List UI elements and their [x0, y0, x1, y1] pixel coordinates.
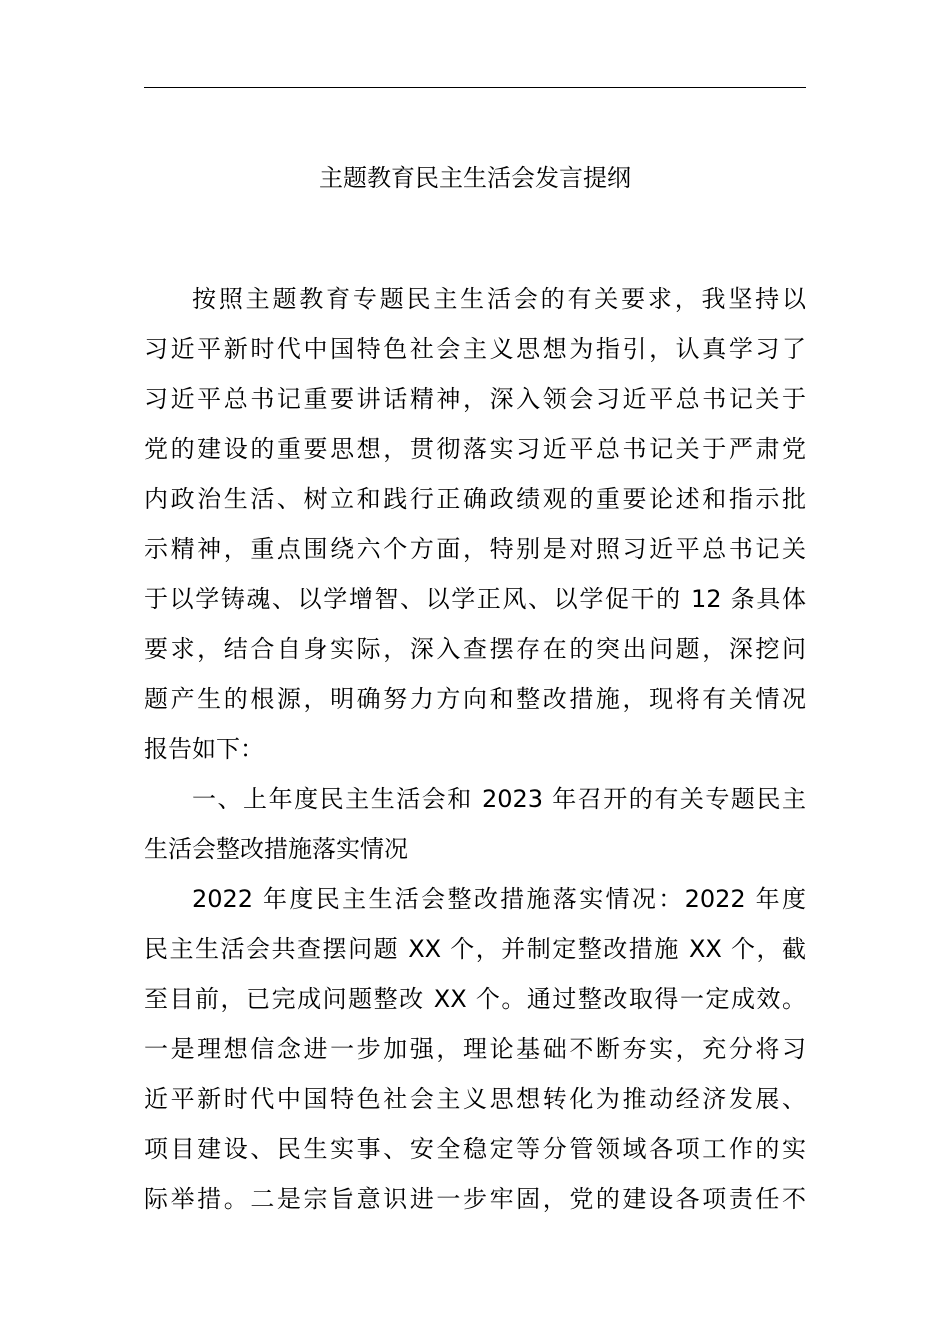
body-line: 按照主题教育专题民主生活会的有关要求，我坚持以 [192, 285, 806, 313]
body-line: 民主生活会共查摆问题 XX 个，并制定整改措施 XX 个，截 [144, 935, 806, 963]
body-line: 一是理想信念进一步加强，理论基础不断夯实，充分将习 [144, 1035, 806, 1063]
body-line: 一、上年度民主生活会和 2023 年召开的有关专题民主 [192, 785, 806, 813]
body-line: 习近平新时代中国特色社会主义思想为指引，认真学习了 [144, 335, 806, 363]
body-line: 报告如下： [144, 735, 264, 763]
body-line: 于以学铸魂、以学增智、以学正风、以学促干的 12 条具体 [144, 585, 806, 613]
body-line: 际举措。二是宗旨意识进一步牢固，党的建设各项责任不 [144, 1185, 806, 1213]
body-line: 至目前，已完成问题整改 XX 个。通过整改取得一定成效。 [144, 985, 806, 1013]
document-body [144, 274, 806, 1224]
body-line: 要求，结合自身实际，深入查摆存在的突出问题，深挖问 [144, 635, 806, 663]
body-line: 示精神，重点围绕六个方面，特别是对照习近平总书记关 [144, 535, 806, 563]
body-line: 党的建设的重要思想，贯彻落实习近平总书记关于严肃党 [144, 435, 806, 463]
document-title: 主题教育民主生活会发言提纲 [319, 164, 631, 192]
body-line: 2022 年度民主生活会整改措施落实情况：2022 年度 [192, 885, 806, 913]
body-line: 近平新时代中国特色社会主义思想转化为推动经济发展、 [144, 1085, 806, 1113]
body-line: 生活会整改措施落实情况 [144, 835, 408, 863]
body-line: 习近平总书记重要讲话精神，深入领会习近平总书记关于 [144, 385, 806, 413]
body-line: 内政治生活、树立和践行正确政绩观的重要论述和指示批 [144, 485, 806, 513]
body-line: 项目建设、民生实事、安全稳定等分管领域各项工作的实 [144, 1135, 806, 1163]
body-line: 题产生的根源，明确努力方向和整改措施，现将有关情况 [144, 685, 806, 713]
header-rule [144, 87, 806, 88]
